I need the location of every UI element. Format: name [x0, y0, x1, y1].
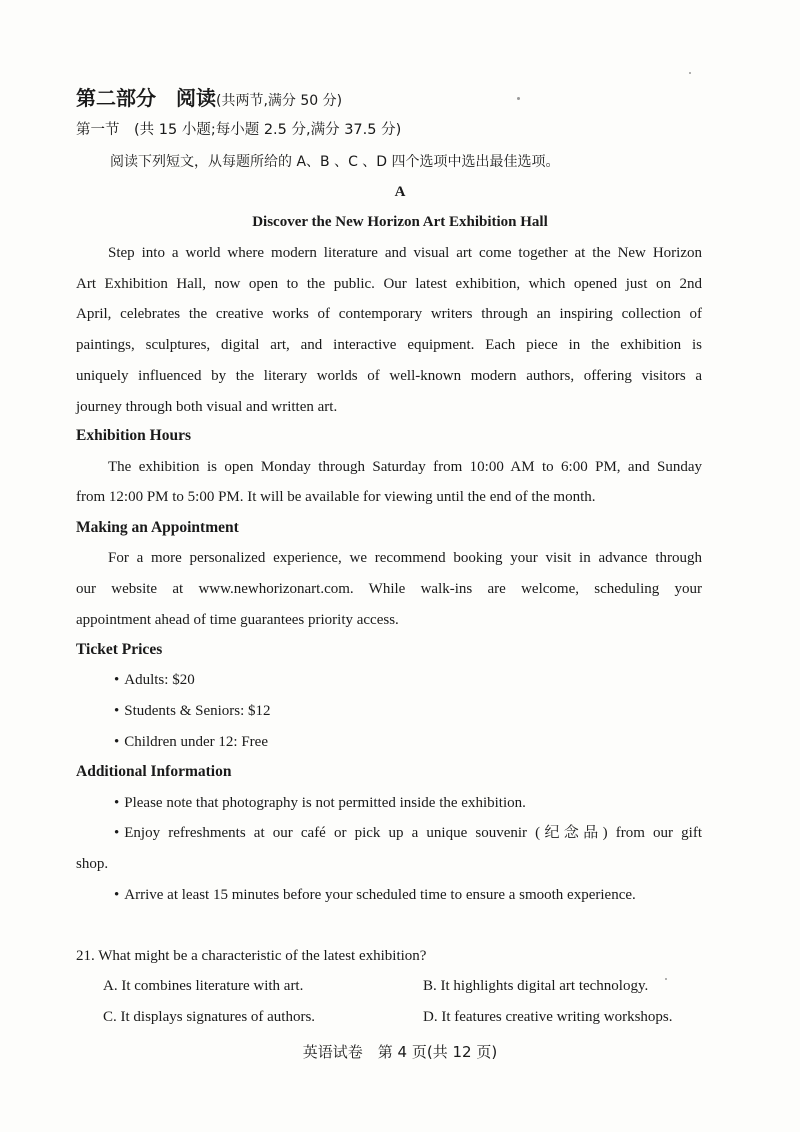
appointment-heading: Making an Appointment: [76, 519, 239, 536]
option-b: B. It highlights digital art technology.: [423, 978, 649, 994]
bullet: •: [114, 825, 120, 841]
appointment-line: our website at www.newhorizonart.com. While walk-ins are welcome, scheduling your: [76, 581, 702, 597]
bullet: •: [114, 703, 120, 719]
scan-speck: [517, 97, 520, 100]
info-item: • Please note that photography is not permitted inside the exhibition.: [114, 795, 526, 811]
tickets-heading: Ticket Prices: [76, 641, 163, 658]
intro-line: April, celebrates the creative works of contemporary writers through an inspiring collection of: [76, 306, 702, 322]
scan-speck: [689, 72, 691, 74]
option-d: D. It features creative writing workshops.: [423, 1009, 673, 1025]
question-stem: 21. What might be a characteristic of the latest exhibition?: [76, 948, 427, 964]
ticket-item: • Students & Seniors: $12: [114, 703, 271, 719]
passage-title: Discover the New Horizon Art Exhibition Hall: [252, 214, 548, 230]
section-heading: 第一节 (共 15 小题;每小题 2.5 分,满分 37.5 分): [76, 122, 402, 138]
info-heading: Additional Information: [76, 763, 232, 780]
bullet: •: [114, 672, 120, 688]
bullet: •: [114, 887, 120, 903]
ticket-item: • Children under 12: Free: [114, 734, 268, 750]
intro-line: paintings, sculptures, digital art, and interactive equipment. Each piece in the exhibition is: [76, 337, 702, 353]
intro-line: journey through both visual and written art.: [76, 399, 338, 415]
option-a: A. It combines literature with art.: [103, 978, 304, 994]
scan-speck: [665, 978, 667, 980]
hours-line: The exhibition is open Monday through Saturday from 10:00 AM to 6:00 PM, and Sunday: [108, 459, 702, 475]
part-subtitle: (共两节,满分 50 分): [216, 93, 343, 109]
hours-heading: Exhibition Hours: [76, 427, 191, 444]
info-item-continuation: shop.: [76, 856, 109, 872]
bullet: •: [114, 734, 120, 750]
appointment-line: appointment ahead of time guarantees priority access.: [76, 612, 399, 628]
intro-line: uniquely influenced by the literary worlds of well-known modern authors, offering visitors a: [76, 368, 702, 384]
ticket-item: • Adults: $20: [114, 672, 195, 688]
option-c: C. It displays signatures of authors.: [103, 1009, 316, 1025]
hours-line: from 12:00 PM to 5:00 PM. It will be available for viewing until the end of the month.: [76, 489, 596, 505]
intro-line: Art Exhibition Hall, now open to the public. Our latest exhibition, which opened just on 2nd: [76, 276, 702, 292]
intro-line: Step into a world where modern literature and visual art come together at the New Horizon: [108, 245, 702, 261]
instruction: 阅读下列短文，从每题所给的 A、B 、C 、D 四个选项中选出最佳选项。: [110, 154, 560, 170]
info-item: • Arrive at least 15 minutes before your scheduled time to ensure a smooth experience.: [114, 887, 636, 903]
info-item: • Enjoy refreshments at our café or pick up a unique souvenir (纪念品) from our gift: [114, 825, 702, 841]
part-heading: [76, 88, 342, 111]
passage-letter: A: [394, 184, 406, 200]
part-title: 第二部分 阅读: [76, 86, 216, 110]
bullet: •: [114, 795, 120, 811]
appointment-line: For a more personalized experience, we recommend booking your visit in advance through: [108, 550, 702, 566]
page-footer: 英语试卷 第 4 页(共 12 页): [302, 1043, 498, 1061]
